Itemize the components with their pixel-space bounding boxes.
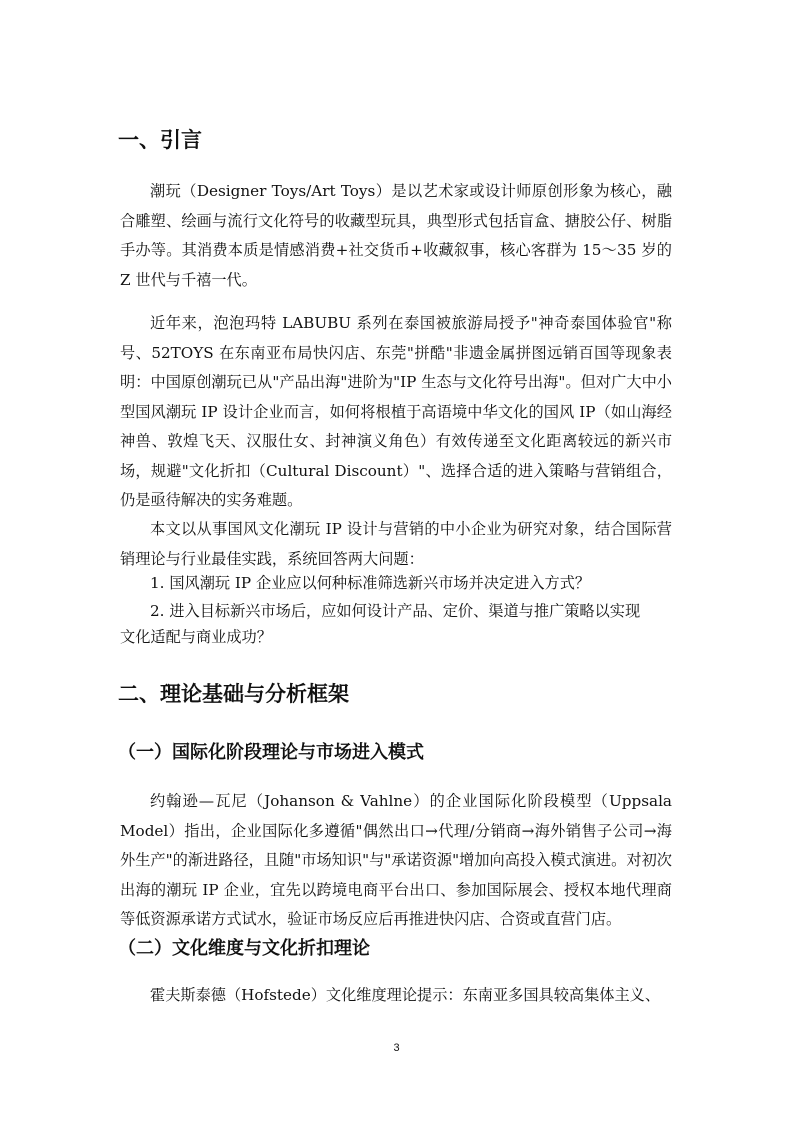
subsection-2-1-paragraph: 约翰逊—瓦尼（Johanson & Vahlne）的企业国际化阶段模型（Uppsala Model）指出，企业国际化多遵循"偶然出口→代理/分销商→海外销售子公司→海外生产"的渐进路径，且随"市场知识"与"承诺资源"增加向高投入模式演进。对初次出海的潮玩 IP 企业，宜先以跨境电商平台出口、参加国际展会、授权本地代理商等低资源承诺方式试水，验证市场反应后再推进快闪店、合资或直营门店。 xyxy=(120,792,672,928)
intro-paragraph-1: 潮玩（Designer Toys/Art Toys）是以艺术家或设计师原创形象为核心，融合雕塑、绘画与流行文化符号的收藏型玩具，典型形式包括盲盒、搪胶公仔、树脂手办等。其消费本质是情感消费+社交货币+收藏叙事，核心客群为 15～35 岁的 Z 世代与千禧一代。 xyxy=(120,182,672,289)
section-1-title: 一、引言 xyxy=(118,128,202,152)
research-question-2: 2. 进入目标新兴市场后，应如何设计产品、定价、渠道与推广策略以实现 xyxy=(150,602,641,620)
intro-paragraph-2: 近年来，泡泡玛特 LABUBU 系列在泰国被旅游局授予"神奇泰国体验官"称号、52TOYS 在东南亚布局快闪店、东莞"拼酷"非遗金属拼图远销百国等现象表明：中国原创潮玩已从"产品出海"进阶为"IP 生态与文化符号出海"。但对广大中小型国风潮玩 IP 设计企业而言，如何将根植于高语境中华文化的国风 IP（如山海经神兽、敦煌飞天、汉服仕女、封神演义角色）有效传递至文化距离较远的新兴市场，规避"文化折扣（Cultural Discount）"、选择合适的进入策略与营销组合，仍是亟待解决的实务难题。 xyxy=(120,314,672,509)
section-2-title: 二、理论基础与分析框架 xyxy=(118,682,349,706)
research-question-2-continued: 文化适配与商业成功？ xyxy=(120,628,272,646)
subsection-2-2-title: （二）文化维度与文化折扣理论 xyxy=(118,938,370,959)
subsection-2-1-title: （一）国际化阶段理论与市场进入模式 xyxy=(118,742,424,763)
subsection-2-2-paragraph: 霍夫斯泰德（Hofstede）文化维度理论提示：东南亚多国具较高集体主义、 xyxy=(150,986,661,1004)
research-question-1: 1. 国风潮玩 IP 企业应以何种标准筛选新兴市场并决定进入方式？ xyxy=(150,574,591,592)
page-number: 3 xyxy=(393,1042,400,1054)
intro-paragraph-3: 本文以从事国风文化潮玩 IP 设计与营销的中小企业为研究对象，结合国际营销理论与行业最佳实践，系统回答两大问题： xyxy=(120,520,672,568)
